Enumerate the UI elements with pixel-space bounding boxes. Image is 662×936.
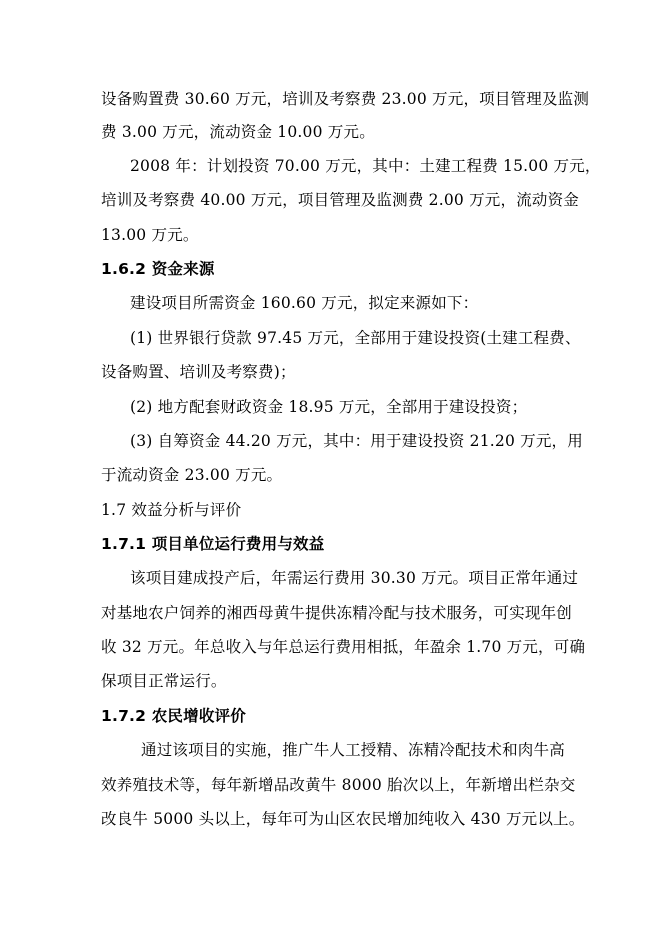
paragraph-line: 该项目建成投产后，年需运行费用 30.30 万元。项目正常年通过	[130, 569, 579, 587]
paragraph-line: 效养殖技术等，每年新增品改黄牛 8000 胎次以上，年新增出栏杂交	[101, 776, 576, 794]
paragraph-line: 对基地农户饲养的湘西母黄牛提供冻精冷配与技术服务，可实现年创	[101, 604, 573, 622]
list-item-2: (2) 地方配套财政资金 18.95 万元，全部用于建设投资；	[130, 398, 528, 416]
paragraph-line: 建设项目所需资金 160.60 万元，拟定来源如下：	[130, 294, 479, 312]
paragraph-line: 改良牛 5000 头以上，每年可为山区农民增加纯收入 430 万元以上。	[101, 810, 585, 828]
paragraph-line: 收 32 万元。年总收入与年总运行费用相抵，年盈余 1.70 万元，可确	[101, 638, 586, 656]
paragraph-line: 设备购置、培训及考察费)；	[101, 363, 296, 381]
paragraph-line: 保项目正常运行。	[101, 672, 227, 690]
paragraph-line: 设备购置费 30.60 万元，培训及考察费 23.00 万元，项目管理及监测	[101, 90, 590, 108]
section-heading-1-6-2: 1.6.2 资金来源	[101, 260, 215, 278]
paragraph-line: 培训及考察费 40.00 万元，项目管理及监测费 2.00 万元，流动资金	[101, 191, 579, 209]
paragraph-line: 13.00 万元。	[101, 226, 199, 244]
list-item-1: (1) 世界银行贷款 97.45 万元，全部用于建设投资(土建工程费、	[130, 329, 581, 347]
paragraph-line: 2008 年：计划投资 70.00 万元，其中：土建工程费 15.00 万元，	[130, 157, 601, 175]
section-heading-1-7: 1.7 效益分析与评价	[101, 501, 242, 519]
list-item-3: (3) 自筹资金 44.20 万元，其中：用于建设投资 21.20 万元，用	[130, 432, 583, 450]
paragraph-line: 于流动资金 23.00 万元。	[101, 466, 283, 484]
paragraph-line: 费 3.00 万元，流动资金 10.00 万元。	[101, 123, 375, 141]
section-heading-1-7-1: 1.7.1 项目单位运行费用与效益	[101, 535, 325, 553]
section-heading-1-7-2: 1.7.2 农民增收评价	[101, 707, 246, 725]
paragraph-line: 通过该项目的实施，推广牛人工授精、冻精冷配技术和肉牛高	[141, 741, 565, 759]
